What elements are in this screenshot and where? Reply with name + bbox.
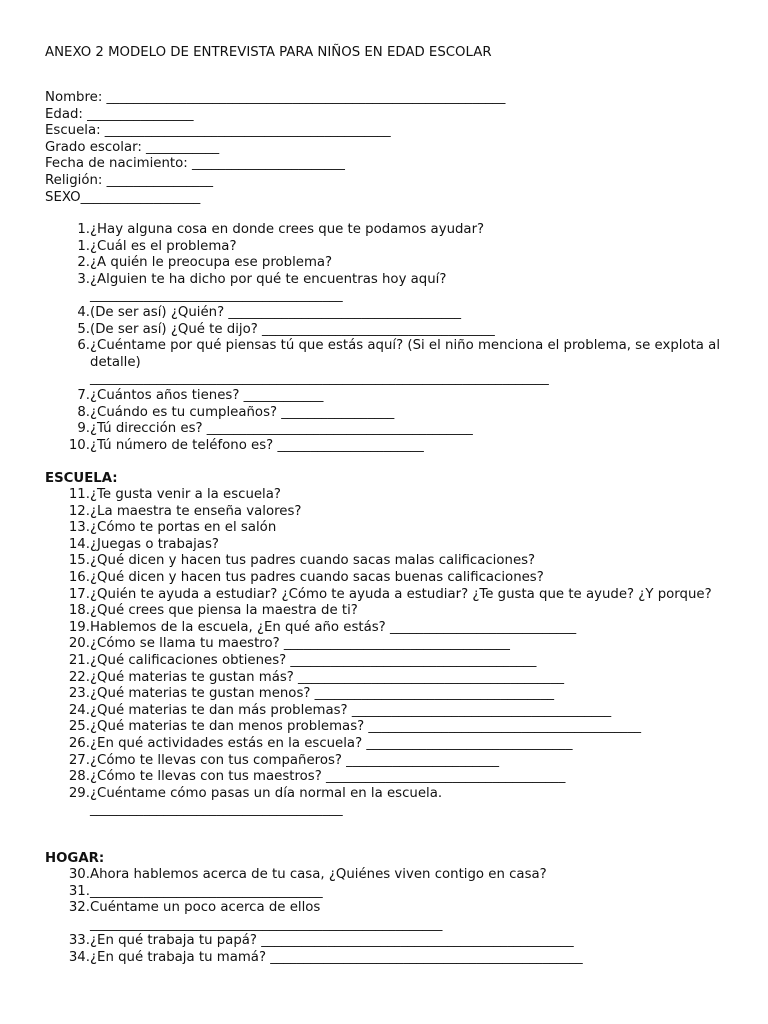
answer-line: _____________________________________________________: [90, 916, 443, 932]
question-text: ¿Cómo te llevas con tus maestros? ____________________________________: [90, 769, 566, 785]
question-number: 31.: [68, 883, 90, 899]
question-number: 15.: [68, 553, 90, 569]
question-text: (De ser así) ¿Quién? ___________________________________: [90, 304, 462, 320]
question-item: [45, 867, 725, 884]
question-item: [45, 603, 725, 620]
field-nombre: Nombre: ____________________________________________________________: [45, 90, 506, 105]
question-text: ¿Cuál es el problema?: [90, 238, 237, 254]
question-number: 33.: [68, 933, 90, 949]
question-item: [45, 786, 725, 803]
answer-line: ______________________________________: [90, 802, 343, 818]
field-sexo: SEXO__________________: [45, 189, 201, 205]
question-text: ¿Qué dicen y hacen tus padres cuando sacas malas calificaciones?: [90, 553, 536, 569]
question-number: 21.: [68, 652, 90, 668]
question-text: ¿Qué crees que piensa la maestra de ti?: [90, 603, 358, 619]
question-number: 22.: [68, 669, 90, 685]
question-text: ¿Qué calificaciones obtienes? _____________________________________: [90, 652, 537, 668]
question-number: 24.: [68, 702, 90, 718]
question-number: 9.: [77, 421, 90, 437]
field-grado-escolar: Grado escolar: ___________: [45, 139, 220, 155]
hogar-questions-list: [45, 867, 725, 967]
question-item: [45, 884, 725, 901]
question-item: [45, 686, 725, 703]
question-item: [45, 553, 725, 570]
question-item: [45, 405, 725, 422]
question-number: 6.: [77, 338, 90, 354]
question-item: [45, 504, 725, 521]
question-number: 28.: [68, 769, 90, 785]
question-text: ¿Cuéntame cómo pasas un día normal en la escuela.: [90, 785, 443, 801]
question-item: [45, 520, 725, 537]
question-number: 13.: [68, 520, 90, 536]
question-text: ¿Tú número de teléfono es? ______________________: [90, 437, 424, 453]
question-item: [45, 222, 725, 239]
question-text: ¿Qué materias te dan menos problemas? _________________________________________: [90, 719, 641, 735]
question-item: [45, 950, 725, 967]
question-number: 23.: [68, 686, 90, 702]
question-text: ¿Qué materias te gustan más? ________________________________________: [90, 669, 564, 685]
question-number: 34.: [68, 949, 90, 965]
question-text: ¿Cómo te portas en el salón: [90, 520, 277, 536]
question-number: 29.: [68, 785, 90, 801]
question-number: 10.: [68, 437, 90, 453]
question-number: 25.: [68, 719, 90, 735]
question-text: ¿Qué dicen y hacen tus padres cuando sacas buenas calificaciones?: [90, 569, 544, 585]
question-number: 30.: [68, 867, 90, 882]
question-item: [45, 769, 725, 786]
question-number: 20.: [68, 636, 90, 652]
escuela-heading: ESCUELA:: [45, 471, 118, 486]
question-text: ¿En qué actividades estás en la escuela? _______________________________: [90, 735, 573, 751]
question-number: 32.: [68, 900, 90, 916]
question-text: ¿Tú dirección es? ________________________________________: [90, 421, 473, 437]
question-number: 14.: [68, 536, 90, 552]
question-item: [45, 255, 725, 272]
question-text: Cuéntame un poco acerca de ellos: [90, 900, 321, 916]
question-item: [45, 570, 725, 587]
question-text: ¿La maestra te enseña valores?: [90, 503, 302, 519]
question-text: ¿Cómo te llevas con tus compañeros? _______________________: [90, 752, 500, 768]
question-text: ¿Qué materias te dan más problemas? _______________________________________: [90, 702, 612, 718]
personal-data-fields: [45, 90, 505, 206]
question-text: ¿En qué trabaja tu mamá? _______________________________________________: [90, 949, 583, 965]
general-questions-list: [45, 222, 725, 454]
question-item: [45, 388, 725, 405]
question-text: Hablemos de la escuela, ¿En qué año estás? ____________________________: [90, 619, 577, 635]
question-number: 1.: [77, 222, 90, 237]
question-item: [45, 636, 725, 653]
question-number: 19.: [68, 619, 90, 635]
question-number: 2.: [77, 255, 90, 271]
question-item: [45, 703, 725, 720]
answer-line: ______________________________________: [90, 288, 343, 304]
question-item: [45, 753, 725, 770]
question-text: ¿Cuándo es tu cumpleaños? _________________: [90, 404, 395, 420]
question-item: [45, 653, 725, 670]
escuela-questions-list: [45, 487, 725, 819]
question-item: [45, 537, 725, 554]
question-text: ¿Alguien te ha dicho por qué te encuentras hoy aquí?: [90, 271, 447, 287]
question-number: 18.: [68, 603, 90, 619]
question-number: 26.: [68, 735, 90, 751]
question-text: ¿Qué materias te gustan menos? ____________________________________: [90, 686, 555, 702]
question-item: [45, 239, 725, 256]
question-text: ¿Cuántos años tienes? ____________: [90, 387, 324, 403]
question-item: [45, 587, 725, 604]
question-number: 1.: [77, 238, 90, 254]
document-title: ANEXO 2 MODELO DE ENTREVISTA PARA NIÑOS EN EDAD ESCOLAR: [45, 45, 492, 60]
question-item: [45, 487, 725, 504]
field-religion: Religión: ________________: [45, 172, 213, 188]
question-text: ¿Hay alguna cosa en donde crees que te podamos ayudar?: [90, 222, 485, 237]
question-text: ¿Te gusta venir a la escuela?: [90, 487, 281, 502]
question-text: (De ser así) ¿Qué te dijo? ___________________________________: [90, 321, 495, 337]
question-item: [45, 736, 725, 753]
field-edad: Edad: ________________: [45, 106, 194, 122]
question-number: 11.: [68, 487, 90, 502]
question-number: 5.: [77, 321, 90, 337]
question-item: [45, 421, 725, 438]
question-number: 3.: [77, 271, 90, 287]
question-number: 7.: [77, 387, 90, 403]
question-item: [45, 620, 725, 637]
question-item: [45, 322, 725, 339]
question-item: [45, 338, 725, 371]
question-text: ¿A quién le preocupa ese problema?: [90, 255, 333, 271]
question-text: ¿Cómo se llama tu maestro? __________________________________: [90, 636, 510, 652]
question-text: Ahora hablemos acerca de tu casa, ¿Quiénes viven contigo en casa?: [90, 867, 547, 882]
hogar-heading: HOGAR:: [45, 851, 105, 866]
question-item: [45, 670, 725, 687]
question-text: ___________________________________: [90, 883, 323, 899]
question-text: ¿Cuéntame por qué piensas tú que estás aquí? (Si el niño menciona el problema, se explota al detalle): [90, 338, 725, 370]
question-item: [45, 900, 725, 917]
question-number: 27.: [68, 752, 90, 768]
question-item: [45, 305, 725, 322]
question-text: ¿Quién te ayuda a estudiar? ¿Cómo te ayuda a estudiar? ¿Te gusta que te ayude? ¿Y porque?: [90, 586, 712, 602]
question-item: [45, 933, 725, 950]
question-item: [45, 719, 725, 736]
question-number: 16.: [68, 569, 90, 585]
question-text: ¿En qué trabaja tu papá? _______________________________________________: [90, 933, 574, 949]
field-fecha-nacimiento: Fecha de nacimiento: _______________________: [45, 156, 345, 172]
question-item: [45, 438, 725, 455]
question-number: 4.: [77, 304, 90, 320]
question-number: 12.: [68, 503, 90, 519]
question-item: [45, 272, 725, 289]
answer-line: _____________________________________________________________________: [90, 371, 549, 387]
field-escuela: Escuela: ___________________________________________: [45, 123, 391, 139]
question-number: 8.: [77, 404, 90, 420]
question-number: 17.: [68, 586, 90, 602]
question-text: ¿Juegas o trabajas?: [90, 536, 219, 552]
